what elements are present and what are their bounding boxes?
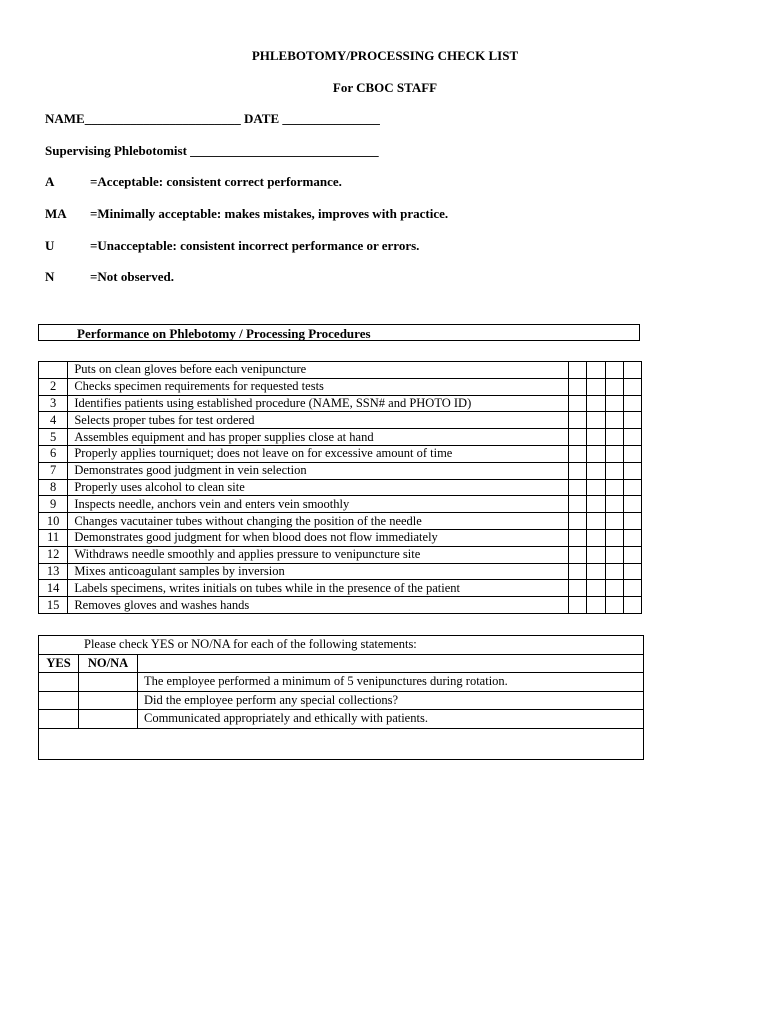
rating-checkbox-cell[interactable] [605, 496, 623, 513]
rating-checkbox-cell[interactable] [569, 362, 587, 379]
rating-checkbox-cell[interactable] [623, 462, 641, 479]
procedure-row [39, 563, 642, 580]
procedure-text: Demonstrates good judgment in vein selection [68, 462, 569, 479]
rating-checkbox-cell[interactable] [623, 597, 641, 614]
rating-checkbox-cell[interactable] [605, 563, 623, 580]
procedure-row [39, 395, 642, 412]
yes-no-instruction: Please check YES or NO/NA for each of the following statements: [39, 636, 644, 655]
legend-code: A [45, 174, 55, 189]
rating-checkbox-cell[interactable] [605, 445, 623, 462]
procedure-row [39, 529, 642, 546]
yes-column-header: YES [39, 654, 79, 673]
procedure-row [39, 580, 642, 597]
rating-checkbox-cell[interactable] [587, 496, 605, 513]
rating-checkbox-cell[interactable] [605, 378, 623, 395]
rating-checkbox-cell[interactable] [569, 513, 587, 530]
procedure-text: Labels specimens, writes initials on tubes while in the presence of the patient [68, 580, 569, 597]
supervisor-line: Supervising Phlebotomist _____________________________ [45, 143, 379, 158]
rating-checkbox-cell[interactable] [569, 546, 587, 563]
legend-row-a [45, 174, 342, 190]
procedure-text: Assembles equipment and has proper supplies close at hand [68, 429, 569, 446]
rating-checkbox-cell[interactable] [605, 412, 623, 429]
procedure-row [39, 479, 642, 496]
rating-checkbox-cell[interactable] [623, 496, 641, 513]
rating-checkbox-cell[interactable] [605, 429, 623, 446]
rating-checkbox-cell[interactable] [623, 445, 641, 462]
rating-checkbox-cell[interactable] [605, 462, 623, 479]
legend-row-u [45, 238, 419, 254]
procedure-number: 2 [39, 378, 68, 395]
procedure-text: Puts on clean gloves before each venipuncture [68, 362, 569, 379]
rating-checkbox-cell[interactable] [587, 462, 605, 479]
rating-checkbox-cell[interactable] [623, 580, 641, 597]
procedure-row [39, 378, 642, 395]
procedure-number: 3 [39, 395, 68, 412]
comments-area[interactable] [39, 728, 644, 759]
legend-code: N [45, 269, 55, 284]
legend-code: U [45, 238, 55, 253]
rating-checkbox-cell[interactable] [587, 529, 605, 546]
procedure-number: 15 [39, 597, 68, 614]
name-date-line: NAME________________________ DATE _______________ [45, 111, 380, 126]
rating-checkbox-cell[interactable] [605, 529, 623, 546]
rating-checkbox-cell[interactable] [623, 479, 641, 496]
rating-checkbox-cell[interactable] [569, 479, 587, 496]
procedure-row [39, 496, 642, 513]
procedure-number: 11 [39, 529, 68, 546]
legend-code: MA [45, 206, 67, 221]
rating-checkbox-cell[interactable] [587, 479, 605, 496]
procedure-text: Properly uses alcohol to clean site [68, 479, 569, 496]
rating-checkbox-cell[interactable] [587, 362, 605, 379]
rating-checkbox-cell[interactable] [605, 513, 623, 530]
procedure-row [39, 462, 642, 479]
procedure-text: Checks specimen requirements for requested tests [68, 378, 569, 395]
rating-checkbox-cell[interactable] [623, 362, 641, 379]
procedure-number: 5 [39, 429, 68, 446]
rating-checkbox-cell[interactable] [587, 412, 605, 429]
performance-heading-box [38, 324, 640, 341]
nona-checkbox-cell[interactable] [79, 710, 138, 729]
rating-checkbox-cell[interactable] [623, 529, 641, 546]
procedure-row [39, 513, 642, 530]
procedure-number: 14 [39, 580, 68, 597]
rating-checkbox-cell[interactable] [569, 580, 587, 597]
rating-checkbox-cell[interactable] [605, 597, 623, 614]
procedure-row [39, 362, 642, 379]
procedure-row [39, 546, 642, 563]
legend-text: =Minimally acceptable: makes mistakes, improves with practice. [90, 206, 449, 221]
yes-checkbox-cell[interactable] [39, 673, 79, 692]
procedure-text: Demonstrates good judgment for when blood does not flow immediately [68, 529, 569, 546]
procedure-text: Identifies patients using established procedure (NAME, SSN# and PHOTO ID) [68, 395, 569, 412]
procedure-number: 6 [39, 445, 68, 462]
rating-checkbox-cell[interactable] [587, 429, 605, 446]
procedure-row [39, 445, 642, 462]
nona-checkbox-cell[interactable] [79, 673, 138, 692]
rating-checkbox-cell[interactable] [587, 445, 605, 462]
rating-checkbox-cell[interactable] [569, 462, 587, 479]
yes-checkbox-cell[interactable] [39, 710, 79, 729]
rating-checkbox-cell[interactable] [569, 429, 587, 446]
procedure-number: 10 [39, 513, 68, 530]
rating-checkbox-cell[interactable] [587, 378, 605, 395]
rating-checkbox-cell[interactable] [569, 597, 587, 614]
procedure-text: Removes gloves and washes hands [68, 597, 569, 614]
procedure-row [39, 412, 642, 429]
statement-text: The employee performed a minimum of 5 venipunctures during rotation. [138, 673, 644, 692]
nona-checkbox-cell[interactable] [79, 691, 138, 710]
statement-text: Communicated appropriately and ethically with patients. [138, 710, 644, 729]
rating-checkbox-cell[interactable] [587, 546, 605, 563]
rating-checkbox-cell[interactable] [569, 412, 587, 429]
rating-checkbox-cell[interactable] [623, 546, 641, 563]
performance-heading: Performance on Phlebotomy / Processing Procedures [77, 326, 371, 341]
procedure-number: 4 [39, 412, 68, 429]
procedure-text: Changes vacutainer tubes without changing the position of the needle [68, 513, 569, 530]
legend-row-n [45, 269, 174, 285]
rating-checkbox-cell[interactable] [623, 563, 641, 580]
procedure-text: Properly applies tourniquet; does not leave on for excessive amount of time [68, 445, 569, 462]
yes-checkbox-cell[interactable] [39, 691, 79, 710]
rating-checkbox-cell[interactable] [605, 362, 623, 379]
rating-checkbox-cell[interactable] [587, 563, 605, 580]
rating-checkbox-cell[interactable] [569, 378, 587, 395]
procedure-text: Selects proper tubes for test ordered [68, 412, 569, 429]
rating-checkbox-cell[interactable] [587, 597, 605, 614]
yes-no-table [38, 635, 644, 760]
statement-text: Did the employee perform any special collections? [138, 691, 644, 710]
legend-row-ma [45, 206, 448, 222]
statement-header-cell [138, 654, 644, 673]
rating-checkbox-cell[interactable] [569, 563, 587, 580]
procedure-number: 12 [39, 546, 68, 563]
rating-checkbox-cell[interactable] [569, 496, 587, 513]
rating-checkbox-cell[interactable] [623, 378, 641, 395]
page-subtitle: For CBOC STAFF [332, 80, 438, 95]
rating-checkbox-cell[interactable] [587, 513, 605, 530]
legend-text: =Unacceptable: consistent incorrect performance or errors. [90, 238, 420, 253]
rating-checkbox-cell[interactable] [569, 445, 587, 462]
procedure-number: 9 [39, 496, 68, 513]
procedure-text: Withdraws needle smoothly and applies pressure to venipuncture site [68, 546, 569, 563]
rating-checkbox-cell[interactable] [623, 412, 641, 429]
rating-checkbox-cell[interactable] [605, 395, 623, 412]
legend-text: =Not observed. [90, 269, 174, 284]
rating-checkbox-cell[interactable] [623, 513, 641, 530]
rating-checkbox-cell[interactable] [605, 546, 623, 563]
procedure-row [39, 597, 642, 614]
procedure-row [39, 429, 642, 446]
rating-checkbox-cell[interactable] [623, 395, 641, 412]
procedure-text: Inspects needle, anchors vein and enters vein smoothly [68, 496, 569, 513]
procedures-table [38, 361, 642, 614]
rating-checkbox-cell[interactable] [569, 529, 587, 546]
procedure-number: 13 [39, 563, 68, 580]
rating-checkbox-cell[interactable] [587, 580, 605, 597]
page-title: PHLEBOTOMY/PROCESSING CHECK LIST [251, 48, 519, 63]
procedure-number: 8 [39, 479, 68, 496]
procedure-text: Mixes anticoagulant samples by inversion [68, 563, 569, 580]
procedure-number [39, 362, 68, 379]
procedure-number: 7 [39, 462, 68, 479]
rating-checkbox-cell[interactable] [605, 580, 623, 597]
rating-checkbox-cell[interactable] [587, 395, 605, 412]
rating-checkbox-cell[interactable] [623, 429, 641, 446]
legend-text: =Acceptable: consistent correct performance. [90, 174, 342, 189]
rating-checkbox-cell[interactable] [569, 395, 587, 412]
nona-column-header: NO/NA [79, 654, 138, 673]
rating-checkbox-cell[interactable] [605, 479, 623, 496]
